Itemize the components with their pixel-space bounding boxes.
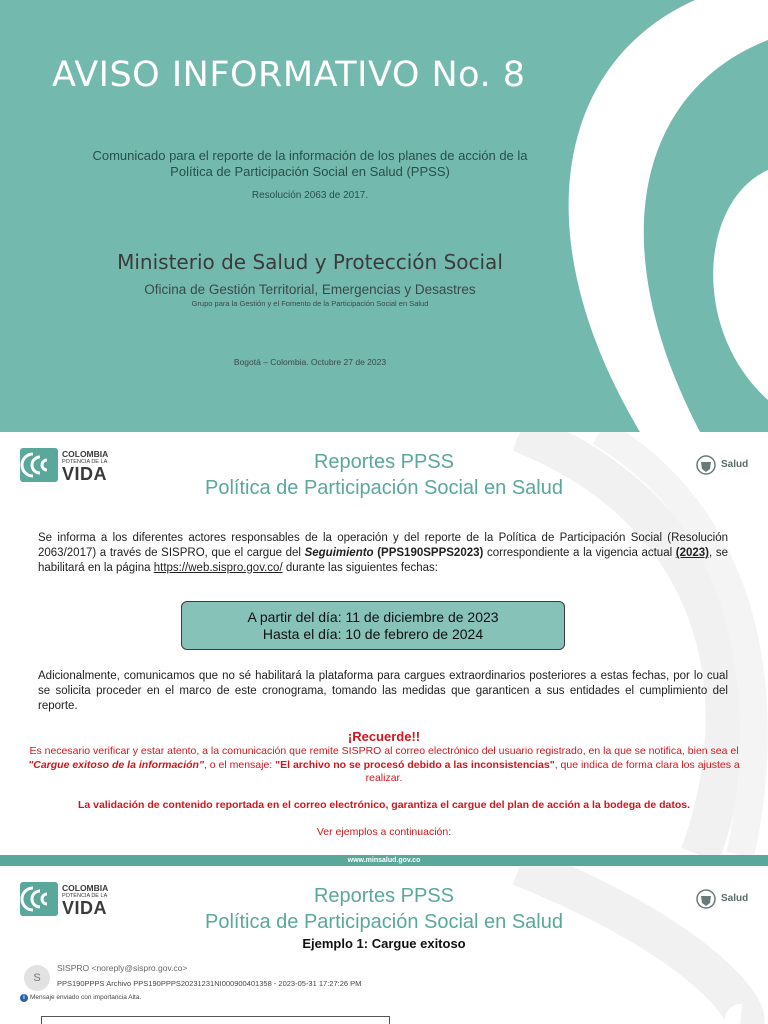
email-body-frame	[41, 1016, 390, 1024]
intro-text-3: , se habilitará en la página	[38, 547, 728, 574]
importance-note: Mensaje enviado con importancia Alta.	[30, 994, 142, 1001]
logo-text-colombia: COLOMBIA	[62, 883, 109, 893]
info-icon: i	[20, 994, 28, 1002]
cover-subtitle-line1: Comunicado para el reporte de la información de los planes de acción de la	[92, 148, 528, 163]
slide-subtitle-2: Política de Participación Social en Salud	[205, 911, 563, 933]
cover-ministry: Ministerio de Salud y Protección Social	[117, 250, 503, 274]
remember-text-a: Es necesario verificar y estar atento, a la comunicación que remite SISPRO al correo electrónico del usuario registrado, en la que se notifica, bien sea el	[29, 745, 739, 757]
dates-box	[181, 601, 565, 650]
salud-label: Salud	[721, 893, 749, 904]
slide-title-2: Reportes PPSS	[313, 885, 455, 907]
remember-success-msg: "Cargue exitoso de la información"	[28, 758, 204, 771]
cover-date: Bogotá – Colombia. Octubre 27 de 2023	[233, 357, 387, 367]
intro-code: (PPS190SPPS2023)	[373, 547, 484, 559]
sispro-link[interactable]: https://web.sispro.gov.co/	[153, 562, 283, 574]
sender-avatar: S	[24, 965, 50, 991]
intro-year: (2023)	[675, 547, 710, 559]
footer-url: www.minsalud.gov.co	[347, 857, 421, 864]
cover-resolution: Resolución 2063 de 2017.	[251, 190, 369, 201]
intro-paragraph	[38, 531, 728, 576]
email-sender: SISPRO <noreply@sispro.gov.co>	[57, 963, 188, 973]
logo-text-colombia: COLOMBIA	[62, 449, 109, 459]
remember-text-c: , o el mensaje:	[203, 758, 276, 771]
remember-heading: ¡Recuerde!!	[347, 729, 421, 744]
cover-subtitle-line2: Política de Participación Social en Salud (PPSS)	[170, 164, 450, 179]
cover-group: Grupo para la Gestión y el Fomento de la Participación Social en Salud	[191, 299, 429, 308]
email-preview	[20, 962, 740, 1022]
slide-title: Reportes PPSS	[313, 451, 455, 473]
logo-text-vida: VIDA	[62, 464, 108, 484]
see-examples: Ver ejemplos a continuación:	[316, 826, 452, 838]
date-from: A partir del día: 11 de diciembre de 2023	[247, 609, 499, 625]
intro-seguimiento: Seguimiento	[304, 547, 374, 559]
intro-text: Se informa a los diferentes actores responsables de la operación y del reporte de la Política de Participación Social (Resolución 2063/2017) a través de SISPRO, que el cargue del	[38, 532, 728, 559]
footer-bar	[0, 855, 768, 866]
logo-text-potencia: POTENCIA DE LA	[62, 893, 108, 899]
salud-label: Salud	[721, 459, 749, 470]
email-subject: PPS190PPPS Archivo PPS190PPPS20231231NI000900401358 - 2023-05-31 17:27:26 PM	[57, 979, 362, 988]
intro-text-4: durante las siguientes fechas:	[282, 562, 438, 574]
date-to: Hasta el día: 10 de febrero de 2024	[262, 626, 484, 642]
cover-subtitle	[40, 148, 580, 180]
slide-subtitle: Política de Participación Social en Salud	[205, 477, 563, 499]
cover-title: AVISO INFORMATIVO No. 8	[52, 55, 526, 95]
remember-error-msg: "El archivo no se procesó debido a las inconsistencias"	[275, 758, 555, 771]
intro-text-2: correspondiente a la vigencia actual	[483, 547, 676, 559]
logo-text-vida: VIDA	[62, 898, 108, 918]
remember-text	[28, 745, 740, 786]
cover-office: Oficina de Gestión Territorial, Emergencias y Desastres	[144, 282, 476, 297]
logo-text-potencia: POTENCIA DE LA	[62, 459, 108, 465]
example-title: Ejemplo 1: Cargue exitoso	[302, 936, 466, 951]
additional-paragraph: Adicionalmente, comunicamos que no sé habilitará la plataforma para cargues extraordinarios posteriores a estas fechas, por lo cual se solicita proceder en el marco de este cronograma, tomando las medidas que garanticen a sus entidades el cumplimiento del reporte.	[38, 670, 728, 712]
cover-slide	[0, 0, 768, 432]
example-slide	[0, 866, 768, 1024]
remember-text-e: , que indica de forma clara los ajustes a realizar.	[365, 758, 740, 784]
validation-note: La validación de contenido reportada en el correo electrónico, garantiza el cargue del plan de acción a la bodega de datos.	[77, 799, 691, 811]
reportes-slide	[0, 432, 768, 855]
